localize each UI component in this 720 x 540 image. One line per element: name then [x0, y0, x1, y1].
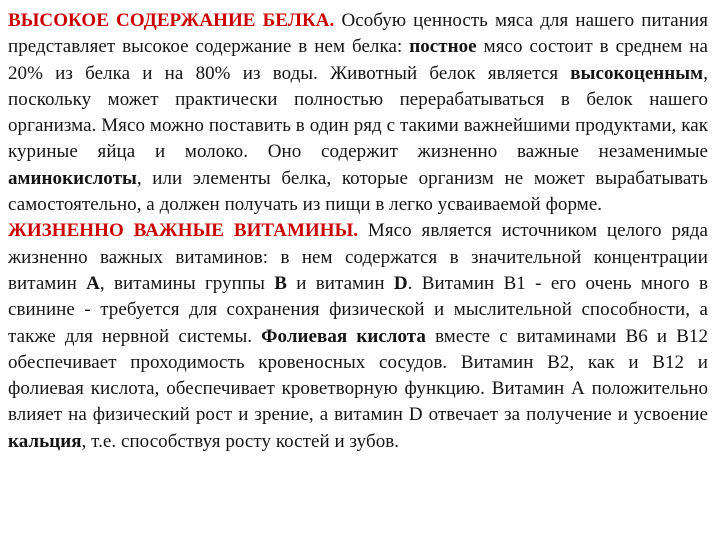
bold-term-lean: постное: [409, 36, 477, 58]
text-run: . Витамин В1 - его очень много в свинине - требуется для сохранения физической и мыслительной способности, а также для нервной системы.: [8, 272, 708, 347]
protein-heading: ВЫСОКОЕ СОДЕРЖАНИЕ БЕЛКА.: [8, 10, 335, 31]
bold-term-high-value: высокоценным: [570, 62, 704, 84]
text-run: , поскольку может практически полностью перерабатываться в белок нашего организма. Мясо можно поставить в один ряд с такими важнейшими продуктами, как куриные яйца и молоко. Оно содержит жизненно важные незаменимые: [8, 62, 708, 163]
text-run: Мясо является источником целого ряда жизненно важных витаминов: в нем содержатся в значительной концентрации витамин: [8, 220, 708, 294]
bold-vitamin-a: А: [86, 272, 100, 294]
bold-vitamin-b: В: [274, 272, 287, 294]
bold-vitamin-d: D: [393, 272, 408, 294]
text-run: и витамин: [286, 272, 394, 294]
vitamins-heading: ЖИЗНЕННО ВАЖНЫЕ ВИТАМИНЫ.: [8, 220, 359, 242]
text-run: , или элементы белка, которые организм не может вырабатывать самостоятельно, а должен получать из пищи в легко усваиваемой форме.: [8, 167, 708, 216]
bold-term-folic-acid: Фолиевая кислота: [261, 325, 426, 347]
text-run: Особую ценность мяса для нашего питания представляет высокое содержание в нем белка:: [8, 10, 708, 58]
protein-paragraph: [8, 8, 708, 218]
text-run: , витамины группы: [99, 272, 275, 294]
text-run: , т.е. способствуя росту костей и зубов.: [81, 430, 400, 452]
bold-term-amino-acids: аминокислоты: [8, 167, 137, 189]
text-run: мясо состоит в среднем на 20% из белка и на 80% из воды. Животный белок является: [8, 36, 708, 84]
bold-term-calcium: кальция: [8, 430, 82, 452]
vitamins-paragraph: [8, 218, 708, 455]
text-run: вместе с витаминами В6 и В12 обеспечивает проходимость кровеносных сосудов. Витамин В2, как и В12 и фолиевая кислота, обеспечивает кроветворную функцию. Витамин А положительно влияет на физический рост и зрение, а витамин D отвечает за получение и усвоение: [8, 325, 709, 426]
